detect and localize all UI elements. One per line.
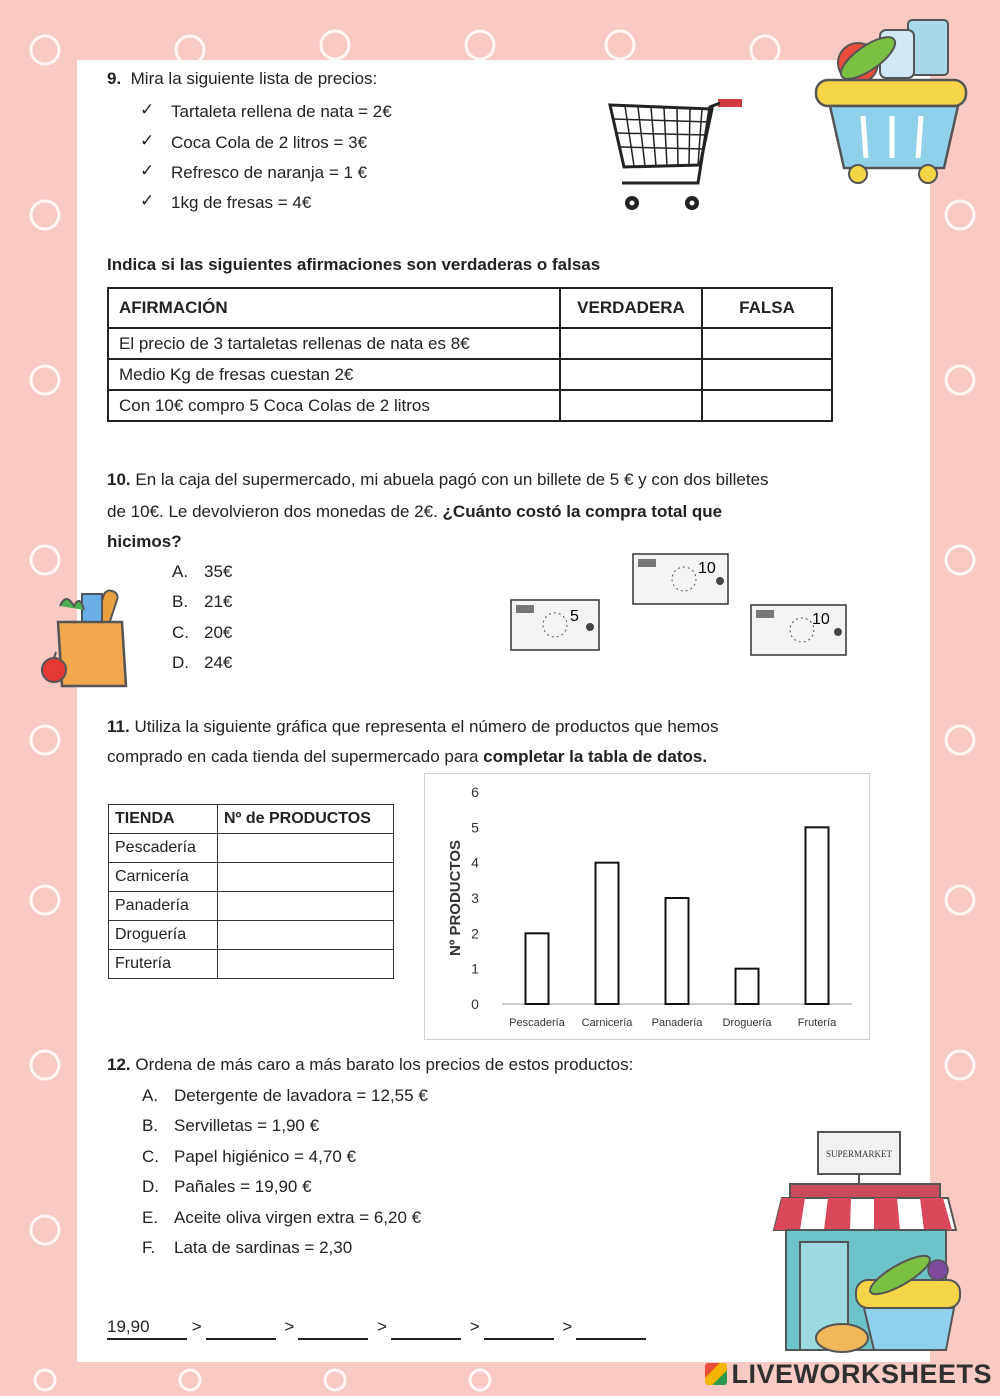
- y-tick-label: 5: [471, 819, 479, 836]
- x-tick-label: Frutería: [797, 1017, 837, 1029]
- product-price-item: D. Pañales = 19,90 €: [142, 1177, 312, 1196]
- statement-cell: Medio Kg de fresas cuestan 2€: [108, 359, 560, 390]
- separator: >: [562, 1317, 573, 1336]
- table-header: Nº de PRODUCTOS: [218, 805, 394, 834]
- bill-icon: [750, 604, 847, 656]
- false-answer-cell[interactable]: [702, 359, 832, 390]
- price-item: 1kg de fresas = 4€: [171, 193, 312, 212]
- true-answer-cell[interactable]: [560, 359, 702, 390]
- check-icon: ✓: [140, 131, 155, 150]
- answer-option[interactable]: C. 20€: [172, 623, 233, 642]
- separator: >: [284, 1317, 295, 1336]
- bill-value: 5: [570, 608, 579, 625]
- shopping-cart-icon: [600, 95, 750, 215]
- q9-title: 9. Mira la siguiente lista de precios:: [107, 69, 378, 88]
- x-tick-label: Carnicería: [581, 1017, 633, 1029]
- bill-icon: [510, 599, 600, 651]
- bill-value: 10: [812, 611, 830, 628]
- statement-cell: Con 10€ compro 5 Coca Colas de 2 litros: [108, 390, 560, 421]
- shop-name: Frutería: [109, 950, 218, 979]
- true-answer-cell[interactable]: [560, 390, 702, 421]
- product-count-cell[interactable]: [218, 950, 394, 979]
- separator: >: [469, 1317, 480, 1336]
- bar: [736, 969, 759, 1004]
- shop-name: Droguería: [109, 921, 218, 950]
- y-tick-label: 2: [471, 925, 479, 942]
- product-price-item: E. Aceite oliva virgen extra = 6,20 €: [142, 1208, 422, 1227]
- answer-blank[interactable]: [206, 1320, 276, 1340]
- answer-option[interactable]: B. 21€: [172, 592, 233, 611]
- price-item: Coca Cola de 2 litros = 3€: [171, 133, 368, 152]
- answer-blank[interactable]: [391, 1320, 461, 1340]
- grocery-bag-icon: [38, 582, 138, 692]
- table-row: [108, 390, 832, 421]
- price-item: Refresco de naranja = 1 €: [171, 163, 368, 182]
- product-count-cell[interactable]: [218, 863, 394, 892]
- bar: [666, 898, 689, 1004]
- q10-text: de 10€. Le devolvieron dos monedas de 2€. ¿Cuánto costó la compra total que: [107, 502, 723, 521]
- table-header: TIENDA: [109, 805, 218, 834]
- table-row: [108, 328, 832, 359]
- shop-name: Panadería: [109, 892, 218, 921]
- product-count-cell[interactable]: [218, 892, 394, 921]
- bar: [806, 827, 829, 1004]
- grocery-basket-icon: [808, 8, 988, 188]
- table-header: AFIRMACIÓN: [108, 288, 560, 328]
- product-price-item: B. Servilletas = 1,90 €: [142, 1116, 320, 1135]
- bill-icon: [632, 553, 729, 605]
- y-tick-label: 0: [471, 996, 479, 1012]
- answer-option[interactable]: D. 24€: [172, 653, 233, 672]
- ordering-answer-row: [107, 1316, 650, 1340]
- table-row: [109, 950, 394, 979]
- false-answer-cell[interactable]: [702, 328, 832, 359]
- table-row: [109, 892, 394, 921]
- x-tick-label: Pescadería: [509, 1017, 565, 1029]
- y-tick-label: 6: [471, 784, 479, 800]
- separator: >: [191, 1317, 202, 1336]
- answer-blank[interactable]: [576, 1320, 646, 1340]
- product-count-cell[interactable]: [218, 834, 394, 863]
- statement-cell: El precio de 3 tartaletas rellenas de nata es 8€: [108, 328, 560, 359]
- bar-chart: [424, 773, 870, 1040]
- check-icon: ✓: [140, 161, 155, 180]
- supermarket-icon: [760, 1130, 980, 1360]
- table-header: VERDADERA: [560, 288, 702, 328]
- shop-table: [108, 804, 394, 979]
- true-false-table: [107, 287, 833, 422]
- y-axis-label: Nº PRODUCTOS: [447, 839, 464, 957]
- x-tick-label: Panadería: [651, 1017, 703, 1029]
- answer-blank[interactable]: [298, 1320, 368, 1340]
- q11-text: 11. Utiliza la siguiente gráfica que representa el número de productos que hemos: [107, 717, 719, 736]
- table-row: [109, 863, 394, 892]
- product-price-item: A. Detergente de lavadora = 12,55 €: [142, 1086, 428, 1105]
- answer-option[interactable]: A. 35€: [172, 562, 233, 581]
- answer-blank[interactable]: [484, 1320, 554, 1340]
- table-row: [109, 834, 394, 863]
- price-item: Tartaleta rellena de nata = 2€: [171, 102, 392, 121]
- bar: [596, 863, 619, 1004]
- q10-text: hicimos?: [107, 532, 182, 551]
- check-icon: ✓: [140, 100, 155, 119]
- q9-instruction: Indica si las siguientes afirmaciones son verdaderas o falsas: [107, 255, 601, 274]
- check-icon: ✓: [140, 191, 155, 210]
- y-tick-label: 3: [471, 890, 479, 906]
- false-answer-cell[interactable]: [702, 390, 832, 421]
- table-header: FALSA: [702, 288, 832, 328]
- store-sign: SUPERMARKET: [825, 1149, 893, 1159]
- q11-text: comprado en cada tienda del supermercado para completar la tabla de datos.: [107, 747, 708, 766]
- true-answer-cell[interactable]: [560, 328, 702, 359]
- liveworksheets-logo: LIVEWORKSHEETS: [705, 1359, 992, 1390]
- bar: [526, 933, 549, 1004]
- y-tick-label: 1: [471, 960, 479, 977]
- shop-name: Carnicería: [109, 863, 218, 892]
- table-row: [109, 921, 394, 950]
- shop-name: Pescadería: [109, 834, 218, 863]
- product-count-cell[interactable]: [218, 921, 394, 950]
- q10-text: 10. En la caja del supermercado, mi abuela pagó con un billete de 5 € y con dos billetes: [107, 470, 769, 489]
- q12-title: 12. Ordena de más caro a más barato los precios de estos productos:: [107, 1055, 634, 1074]
- x-tick-label: Droguería: [722, 1017, 772, 1029]
- table-row: [108, 359, 832, 390]
- separator: >: [377, 1317, 388, 1336]
- logo-icon: [705, 1363, 727, 1385]
- y-tick-label: 4: [471, 854, 479, 871]
- product-price-item: C. Papel higiénico = 4,70 €: [142, 1147, 356, 1166]
- bill-value: 10: [698, 560, 716, 577]
- first-answer: 19,90: [107, 1316, 187, 1340]
- product-price-item: F. Lata de sardinas = 2,30: [142, 1238, 353, 1257]
